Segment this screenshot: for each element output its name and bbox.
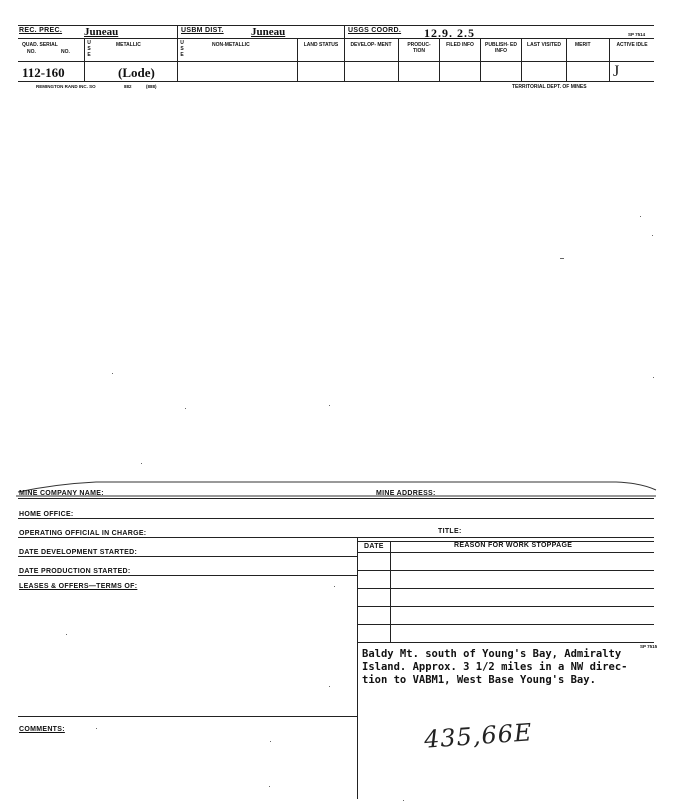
use-letters-metallic: U S E [87,40,91,58]
paper-speck [270,741,271,742]
paper-speck [652,235,653,236]
col-divider-filed [439,38,440,81]
paper-speck [66,634,67,635]
quad-serial-header: QUAD. SERIAL [22,42,58,48]
stoppage-date-divider [390,541,391,643]
lower-column-divider [357,537,358,799]
paper-speck [141,463,142,464]
col-divider-last [521,38,522,81]
stoppage-date-header: DATE [364,543,384,550]
active-idle-header: ACTIVE IDLE [616,42,648,48]
col-divider-use2 [177,38,178,81]
paper-speck [334,586,335,587]
active-idle-value: J [613,63,620,80]
usbm-dist-label: USBM DIST. [181,27,224,34]
small-form-code: SP 7515 [640,644,658,649]
stoppage-row-rule [357,552,654,553]
rec-prec-label: REC. PREC. [19,27,63,34]
col-divider-dev [344,38,345,81]
header-divider-2 [344,25,345,38]
quad-no-header: NO. [27,49,36,55]
land-status-header: LAND STATUS [303,42,339,48]
merit-header: MERIT [575,42,591,48]
col-divider-active [609,38,610,81]
paper-speck [329,405,330,406]
location-note [362,648,628,687]
home-office-rule [18,518,654,519]
use-letters-nonmetallic: U S E [180,40,184,58]
date-production-rule [18,575,357,576]
location-note-line-2: Island. Approx. 3 1/2 miles in a NW direc- [362,661,628,673]
col-divider-merit [566,38,567,81]
paper-speck [560,258,564,259]
record-bottom-rule [18,81,654,82]
date-development-rule [18,556,357,557]
published-info-header: PUBLISH- ED INFO [485,42,517,54]
paper-speck [112,373,113,374]
stoppage-row-rule [357,606,654,607]
stoppage-row-rule [357,642,654,643]
rec-prec-value: Juneau [84,26,119,38]
header-bottom-rule [18,38,654,39]
card-top-edge [16,476,658,498]
usgs-coord-label: USGS COORD. [348,27,402,34]
col-divider-prod [398,38,399,81]
form-number: SP 7514 [628,32,646,37]
paper-speck [653,377,654,378]
filed-info-header: FILED INFO [446,42,474,48]
col-divider-land [297,38,298,81]
col-divider-pub [480,38,481,81]
non-metallic-header: NON-METALLIC [212,42,250,48]
department-imprint: TERRITORIAL DEPT. OF MINES [512,84,587,90]
metallic-value: (Lode) [118,65,155,80]
production-header: PRODUC- TION [407,42,431,54]
comments-label: COMMENTS: [19,726,65,733]
serial-no-header: NO. [61,49,70,55]
quad-serial-value: 112-160 [22,65,65,80]
stoppage-reason-header: REASON FOR WORK STOPPAGE [454,542,573,549]
usbm-dist-value: Juneau [251,26,286,38]
printer-code-2: (888) [146,84,157,89]
leases-bottom-rule [18,716,357,717]
location-note-line-1: Baldy Mt. south of Young's Bay, Admiralty [362,648,622,660]
paper-speck [640,216,641,217]
last-visited-header: LAST VISITED [527,42,561,48]
column-header-bottom-rule [18,61,654,62]
stoppage-row-rule [357,570,654,571]
operating-official-label: OPERATING OFFICIAL IN CHARGE: [19,530,147,537]
date-development-label: DATE DEVELOPMENT STARTED: [19,549,138,556]
operating-official-rule [18,537,654,538]
mine-company-name-label: MINE COMPANY NAME: [19,490,104,497]
home-office-label: HOME OFFICE: [19,511,74,518]
header-divider-1 [177,25,178,38]
development-header: DEVELOP- MENT [350,42,392,48]
stoppage-row-rule [357,624,654,625]
paper-speck [403,800,404,801]
stoppage-row-rule [357,588,654,589]
location-note-line-3: tion to VABM1, West Base Young's Bay. [362,674,596,686]
mine-address-label: MINE ADDRESS: [376,490,436,497]
col-divider-use1 [84,38,85,81]
leases-offers-label: LEASES & OFFERS—TERMS OF: [19,583,138,590]
metallic-header: METALLIC [116,42,141,48]
handwritten-number: 435,66E [423,718,534,754]
title-label: TITLE: [438,528,462,535]
paper-speck [185,408,186,409]
printer-code-1: 882 [124,84,132,89]
usgs-coord-value: 12.9. 2.5 [424,26,475,40]
mine-company-rule [18,498,654,499]
date-production-label: DATE PRODUCTION STARTED: [19,568,131,575]
printer-imprint: REMINGTON RAND INC. SO [36,84,96,89]
paper-speck [269,786,270,787]
paper-speck [329,686,330,687]
paper-speck [96,728,97,729]
